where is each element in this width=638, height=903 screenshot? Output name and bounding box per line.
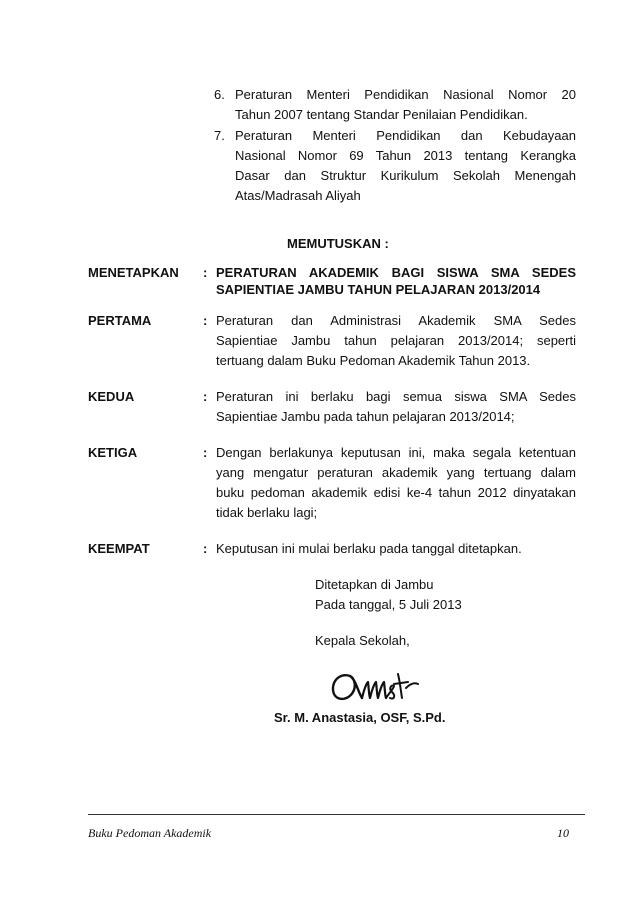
section-colon: : [203,313,208,328]
signature-place: Ditetapkan di Jambu [315,577,434,592]
section-label: MENETAPKAN [88,265,179,280]
section-text [216,265,576,301]
section-colon: : [203,541,208,556]
consideration-6-text [235,87,576,127]
section-line: Peraturan ini berlaku bagi semua siswa SMA Sedes [216,389,576,404]
section-line: SAPIENTIAE JAMBU TAHUN PELAJARAN 2013/2014 [216,282,541,297]
section-colon: : [203,265,208,280]
section-text [216,313,576,373]
section-line: PERATURAN AKADEMIK BAGI SISWA SMA SEDES [216,265,576,280]
consideration-7-number: 7. [214,128,225,143]
section-label: KEEMPAT [88,541,150,556]
section-colon: : [203,389,208,404]
page-number: 10 [557,826,569,840]
consideration-6-number: 6. [214,87,225,102]
decision-heading: MEMUTUSKAN : [287,236,389,251]
section-line: yang mengatur peraturan akademik yang tertuang dalam [216,465,576,480]
section-line: Sapientiae Jambu pada tahun pelajaran 2013/2014; [216,409,515,424]
signer-name: Sr. M. Anastasia, OSF, S.Pd. [274,710,446,725]
consideration-line: Peraturan Menteri Pendidikan dan Kebudayaan [235,128,576,143]
section-label: KETIGA [88,445,138,460]
section-label: PERTAMA [88,313,152,328]
section-line: tidak berlaku lagi; [216,505,318,520]
consideration-line: Dasar dan Struktur Kurikulum Sekolah Menengah [235,168,576,183]
section-colon: : [203,445,208,460]
section-text [216,445,576,525]
footer-title: Buku Pedoman Akademik [88,826,212,840]
consideration-line: Peraturan Menteri Pendidikan Nasional Nomor 20 [235,87,576,102]
section-text [216,541,576,557]
signature-date: Pada tanggal, 5 Juli 2013 [315,597,462,612]
section-line: Dengan berlakunya keputusan ini, maka segala ketentuan [216,445,576,460]
section-line: tertuang dalam Buku Pedoman Akademik Tahun 2013. [216,353,531,368]
section-line: buku pedoman akademik edisi ke-4 tahun 2012 dinyatakan [216,485,576,500]
section-line: Peraturan dan Administrasi Akademik SMA Sedes [216,313,576,328]
consideration-7-text [235,128,576,208]
section-line: Keputusan ini mulai berlaku pada tanggal ditetapkan. [216,541,522,556]
consideration-line: Atas/Madrasah Aliyah [235,188,361,203]
footer-divider [88,814,585,815]
signature-position: Kepala Sekolah, [315,633,410,648]
section-label: KEDUA [88,389,135,404]
section-line: Sapientiae Jambu tahun pelajaran 2013/2014; seperti [216,333,576,348]
consideration-line: Nasional Nomor 69 Tahun 2013 tentang Kerangka [235,148,576,163]
handwritten-signature [328,662,423,704]
section-text [216,389,576,429]
consideration-line: Tahun 2007 tentang Standar Penilaian Pendidikan. [235,107,528,122]
